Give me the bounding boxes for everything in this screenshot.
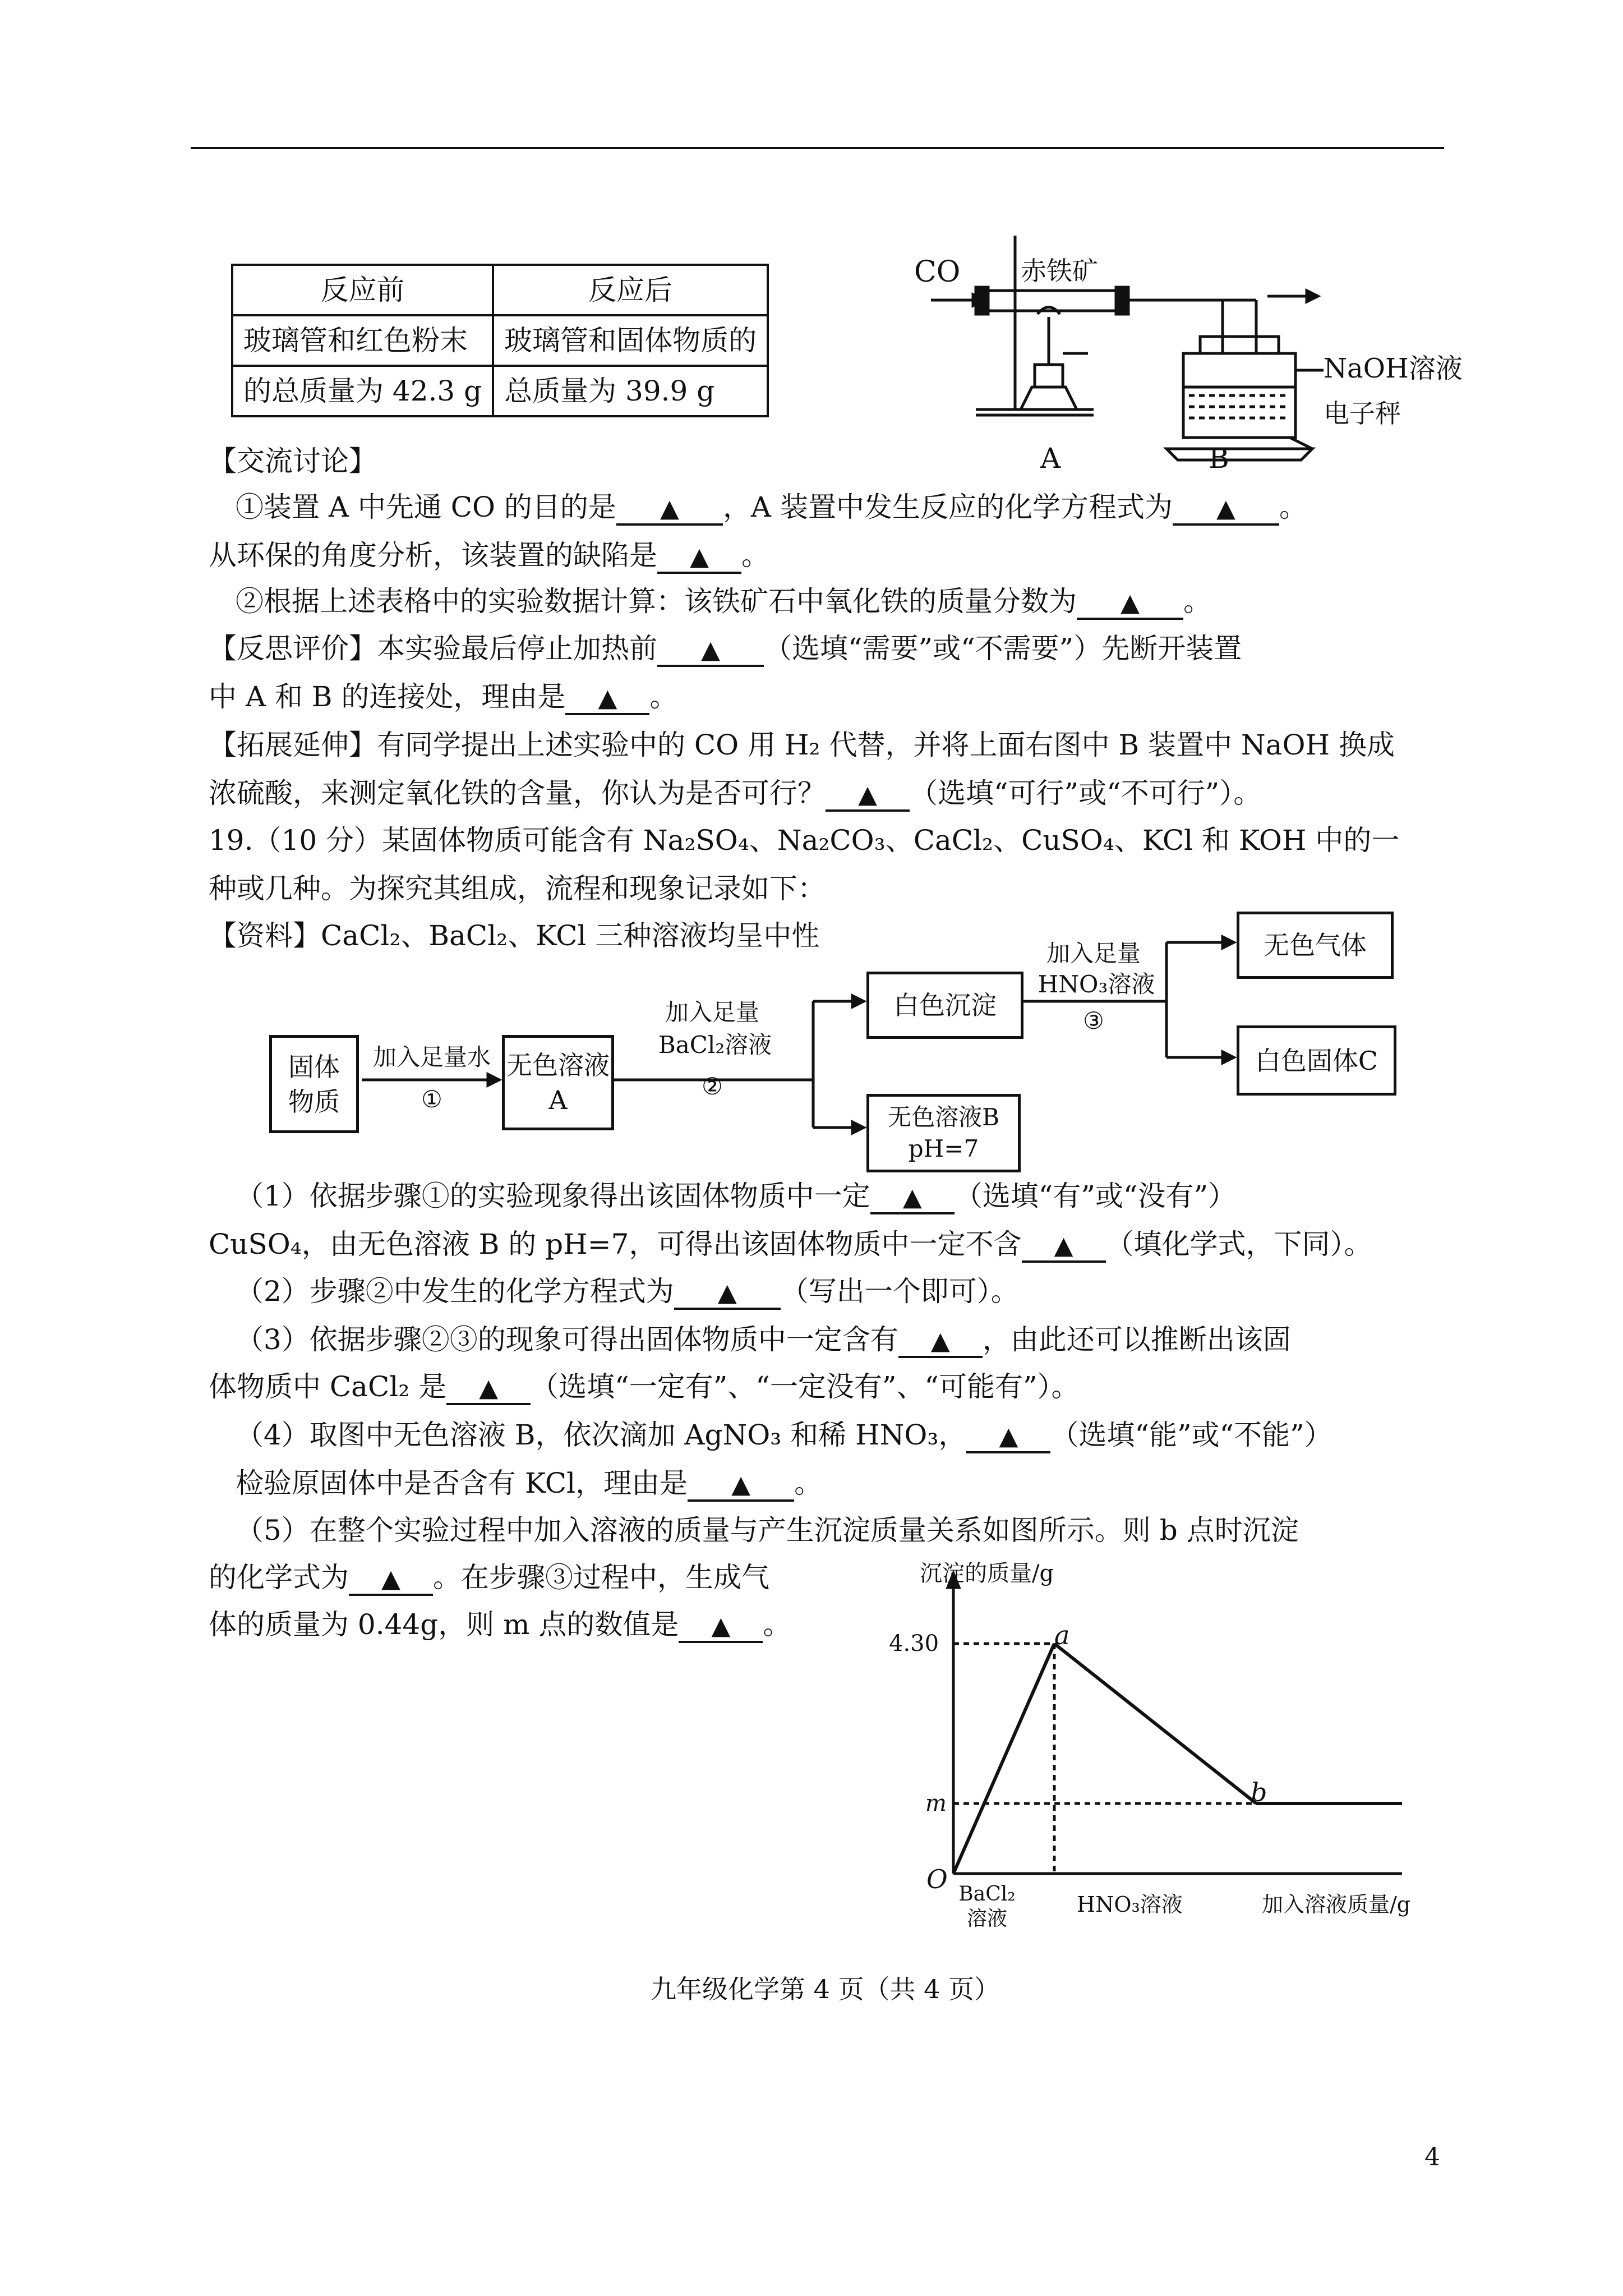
answer-blank[interactable]: ▲ xyxy=(1077,588,1183,620)
apparatus-diagram xyxy=(914,224,1463,482)
q3-line-2: 体物质中 CaCl₂ 是 ▲ （选填“一定有”、“一定没有”、“可能有”）。 xyxy=(209,1369,1080,1405)
y-tick-label: 4.30 xyxy=(889,1631,939,1657)
discussion-heading: 【交流讨论】 xyxy=(209,445,377,477)
table-header-after: 反应后 xyxy=(493,265,768,315)
step1-label: 加入足量水 xyxy=(372,1043,491,1071)
answer-blank[interactable]: ▲ xyxy=(657,636,764,667)
precipitate-chart xyxy=(886,1559,1447,1952)
discussion-line-1: ①装置 A 中先通 CO 的目的是 ▲ ，A 装置中发生反应的化学方程式为 ▲ 。 xyxy=(236,489,1307,526)
q3-line-1: （3）依据步骤②③的现象可得出固体物质中一定含有 ▲ ，由此还可以推断出该固 xyxy=(236,1322,1291,1358)
extend-line-2: 浓硫酸，来测定氧化铁的含量，你认为是否可行？ ▲ （选填“可行”或“不可行”）。 xyxy=(209,775,1261,812)
header-rule xyxy=(191,147,1444,149)
step2-label-b: BaCl₂溶液 xyxy=(658,1031,772,1059)
x-region-label: BaCl₂溶液 xyxy=(958,1883,1016,1930)
answer-blank[interactable]: ▲ xyxy=(565,684,649,715)
answer-blank[interactable]: ▲ xyxy=(1173,494,1279,526)
discussion-line-3: ②根据上述表格中的实验数据计算：该铁矿石中氧化铁的质量分数为 ▲ 。 xyxy=(236,583,1211,620)
step2-label-a: 加入足量 xyxy=(665,999,759,1026)
q5-line-3: 体的质量为 0.44g，则 m 点的数值是 ▲ 。 xyxy=(209,1607,791,1643)
discussion-line-2: 从环保的角度分析，该装置的缺陷是 ▲ 。 xyxy=(209,537,769,574)
table-cell: 总质量为 39.9 g xyxy=(493,366,768,416)
answer-blank[interactable]: ▲ xyxy=(674,1278,781,1310)
ore-label: 赤铁矿 xyxy=(1021,256,1098,286)
answer-blank[interactable]: ▲ xyxy=(826,780,910,812)
solution-b-box: 无色溶液B pH=7 xyxy=(866,1094,1021,1172)
q19-line-2: 种或几种。为探究其组成，流程和现象记录如下： xyxy=(209,872,826,905)
step2-num: ② xyxy=(702,1073,723,1100)
point-b-label: b xyxy=(1251,1777,1267,1807)
answer-blank[interactable]: ▲ xyxy=(1022,1231,1106,1263)
step3-label-b: HNO₃溶液 xyxy=(1038,970,1155,998)
step3-num: ③ xyxy=(1083,1007,1104,1034)
answer-blank[interactable]: ▲ xyxy=(688,1470,794,1502)
step1-num: ① xyxy=(421,1085,442,1113)
origin-label: O xyxy=(926,1864,948,1894)
series-line-2 xyxy=(1054,1644,1256,1803)
answer-blank[interactable]: ▲ xyxy=(657,542,741,574)
q5-line-1: （5）在整个实验过程中加入溶液的质量与产生沉淀质量关系如图所示。则 b 点时沉淀 xyxy=(236,1514,1299,1547)
gas-box: 无色气体 xyxy=(1237,912,1394,979)
reflect-line-2: 中 A 和 B 的连接处，理由是 ▲ 。 xyxy=(209,679,677,715)
table-cell: 的总质量为 42.3 g xyxy=(232,366,493,416)
q2-line: （2）步骤②中发生的化学方程式为 ▲ （写出一个即可）。 xyxy=(236,1273,1019,1310)
co-label: CO xyxy=(914,255,961,289)
q1-line-2: CuSO₄，由无色溶液 B 的 pH=7，可得出该固体物质中一定不含 ▲ （填化学式，下同）。 xyxy=(209,1226,1372,1263)
table-header-before: 反应前 xyxy=(232,265,493,315)
q19-line-1: 19.（10 分）某固体物质可能含有 Na₂SO₄、Na₂CO₃、CaCl₂、CuSO₄、KCl 和 KOH 中的一 xyxy=(209,824,1400,857)
page-footer: 九年级化学第 4 页（共 4 页） xyxy=(651,1974,1000,2004)
reaction-table xyxy=(231,264,769,417)
x-region-label: HNO₃溶液 xyxy=(1077,1892,1183,1917)
q1-line-1: （1）依据步骤①的实验现象得出该固体物质中一定 ▲ （选填“有”或“没有”） xyxy=(236,1178,1236,1214)
q19-info: 【资料】CaCl₂、BaCl₂、KCl 三种溶液均呈中性 xyxy=(209,919,820,952)
flow-chart xyxy=(264,898,1413,1167)
y-tick-label: m xyxy=(925,1791,947,1816)
y-axis-label: 沉淀的质量/g xyxy=(920,1561,1054,1586)
page-number: 4 xyxy=(1424,2143,1440,2171)
answer-blank[interactable]: ▲ xyxy=(616,494,723,526)
answer-blank[interactable]: ▲ xyxy=(446,1374,531,1405)
answer-blank[interactable]: ▲ xyxy=(966,1422,1050,1453)
label-b: B xyxy=(1209,442,1229,475)
series-line-1 xyxy=(953,1644,1054,1874)
precipitate-box: 白色沉淀 xyxy=(866,972,1023,1039)
table-cell: 玻璃管和固体物质的 xyxy=(493,315,768,366)
answer-blank[interactable]: ▲ xyxy=(349,1565,433,1596)
answer-blank[interactable]: ▲ xyxy=(679,1612,763,1643)
x-axis-label: 加入溶液质量/g xyxy=(1262,1892,1411,1917)
solid-box: 固体 物质 xyxy=(269,1035,359,1133)
solution-a-box: 无色溶液 A xyxy=(502,1035,614,1130)
step3-label-a: 加入足量 xyxy=(1046,940,1141,967)
answer-blank[interactable]: ▲ xyxy=(898,1327,983,1358)
point-a-label: a xyxy=(1054,1620,1070,1650)
extend-line-1: 【拓展延伸】有同学提出上述实验中的 CO 用 H₂ 代替，并将上面右图中 B 装置中 NaOH 换成 xyxy=(209,729,1395,761)
scale-label: 电子秤 xyxy=(1324,398,1401,429)
q4-line-1: （4）取图中无色溶液 B，依次滴加 AgNO₃ 和稀 HNO₃， ▲ （选填“能”或“不能”） xyxy=(236,1417,1332,1453)
naoh-label: NaOH溶液 xyxy=(1324,353,1463,384)
label-a: A xyxy=(1040,442,1061,475)
answer-blank[interactable]: ▲ xyxy=(870,1183,955,1214)
table-cell: 玻璃管和红色粉末 xyxy=(232,315,493,366)
q5-line-2: 的化学式为 ▲ 。在步骤③过程中，生成气 xyxy=(209,1559,769,1596)
reflect-line-1: 【反思评价】本实验最后停止加热前 ▲ （选填“需要”或“不需要”）先断开装置 xyxy=(209,631,1242,667)
q4-line-2: 检验原固体中是否含有 KCl，理由是 ▲ 。 xyxy=(236,1465,822,1502)
solid-c-box: 白色固体C xyxy=(1237,1025,1396,1096)
